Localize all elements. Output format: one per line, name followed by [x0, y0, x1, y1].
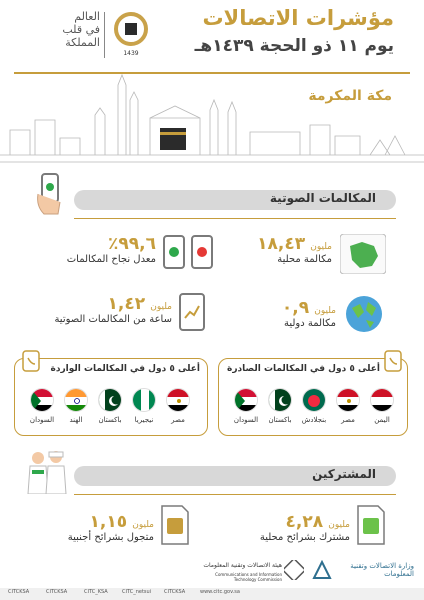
- citc-name-ar: هيئة الاتصالات وتقنية المعلومات: [203, 562, 282, 569]
- logo-words: [36, 10, 100, 49]
- outgoing-box-title: أعلى ٥ دول في المكالمات الصادرة: [227, 364, 380, 374]
- intl-calls-value: ٠,٩: [281, 298, 310, 318]
- voice-calls-divider: [74, 218, 396, 219]
- footer-handle-1[interactable]: CITCKSA: [8, 589, 30, 595]
- logo-divider: [104, 12, 105, 58]
- pilgrims-illustration-icon: [22, 448, 70, 494]
- outgoing-country-5: السودان: [233, 416, 259, 424]
- ministry-name: وزارة الاتصالات وتقنية المعلومات: [350, 562, 414, 578]
- incoming-country-1: مصر: [171, 416, 185, 424]
- incoming-country-5: السودان: [29, 416, 55, 424]
- intl-calls-stat: [220, 298, 336, 329]
- success-rate-value: ٪٩٩,٦: [108, 234, 156, 254]
- flag-bangladesh-icon: [302, 388, 326, 412]
- local-sims-label: مشترك بشرائح محلية: [259, 532, 350, 543]
- success-rate-label: معدل نجاح المكالمات: [66, 254, 156, 265]
- incoming-country-4: الهند: [69, 416, 83, 424]
- logo-word-3: المملكة: [65, 36, 100, 49]
- local-calls-stat: [220, 234, 332, 265]
- voice-calls-section-label: المكالمات الصوتية: [269, 191, 376, 205]
- phone-in-hand-icon: [34, 172, 64, 216]
- foreign-roaming-value: ١,١٥: [89, 512, 128, 532]
- local-sims-value: ٤,٢٨: [285, 512, 324, 532]
- voice-calls-section-header: [74, 190, 396, 210]
- subscribers-divider: [74, 494, 396, 495]
- flag-sudan-icon: [30, 388, 54, 412]
- foreign-roaming-unit: مليون: [132, 520, 154, 530]
- hajj-logo-icon: [114, 12, 148, 46]
- incoming-box-title: أعلى ٥ دول في المكالمات الواردة: [50, 364, 200, 374]
- voice-hours-unit: مليون: [150, 302, 172, 312]
- citc-name-en: Communications and Information Technology Commission: [215, 572, 282, 582]
- call-phones-icon: [162, 232, 214, 272]
- tablet-chart-icon: [178, 292, 206, 332]
- local-sims-unit: مليون: [328, 520, 350, 530]
- success-rate-stat: [40, 234, 156, 265]
- logo-year: 1439: [123, 50, 139, 57]
- logo-word-1: العالم: [74, 10, 100, 23]
- footer-handle-2[interactable]: CITCKSA: [46, 589, 68, 595]
- city-name: مكة المكرمة: [308, 88, 392, 104]
- flag-nigeria-icon: [132, 388, 156, 412]
- flag-sudan-icon: [234, 388, 258, 412]
- page-title: مؤشرات الاتصالات: [202, 6, 394, 30]
- local-calls-label: مكالمة محلية: [277, 254, 332, 265]
- foreign-sim-card-icon: [160, 504, 190, 546]
- flag-india-icon: [64, 388, 88, 412]
- page-subtitle: يوم ١١ ذو الحجة ١٤٣٩هـ: [194, 36, 394, 56]
- flag-pakistan-icon: [268, 388, 292, 412]
- footer-website-link[interactable]: www.citc.gov.sa: [200, 589, 240, 595]
- flag-egypt-icon: [166, 388, 190, 412]
- subscribers-section-label: المشتركين: [312, 467, 376, 481]
- flag-yemen-icon: [370, 388, 394, 412]
- intl-calls-label: مكالمة دولية: [283, 318, 336, 329]
- incoming-country-2: نيجيريا: [134, 416, 154, 424]
- local-calls-value: ١٨,٤٣: [257, 234, 306, 254]
- footer-handle-3[interactable]: CITC_KSA: [84, 589, 108, 595]
- voice-hours-value: ١,٤٢: [107, 294, 146, 314]
- globe-icon: [344, 294, 384, 334]
- intl-calls-unit: مليون: [314, 306, 336, 316]
- incoming-country-3: باكستان: [98, 416, 122, 424]
- outgoing-phone-icon: [384, 350, 402, 372]
- foreign-roaming-stat: [36, 512, 154, 543]
- local-sim-card-icon: [356, 504, 386, 546]
- voice-hours-stat: [30, 294, 172, 325]
- incoming-phone-icon: [22, 350, 40, 372]
- ministry-logo-icon: [312, 560, 332, 580]
- flag-pakistan-icon: [98, 388, 122, 412]
- voice-hours-label: ساعة من المكالمات الصوتية: [54, 314, 172, 325]
- local-sims-stat: [220, 512, 350, 543]
- local-calls-unit: مليون: [310, 242, 332, 252]
- makkah-skyline-illustration: [0, 70, 424, 170]
- flag-egypt-icon: [336, 388, 360, 412]
- footer-handle-4[interactable]: CITC_netsui: [122, 589, 152, 595]
- footer-handle-5[interactable]: CITCKSA: [164, 589, 186, 595]
- outgoing-country-3: بنجلادش: [301, 416, 327, 424]
- outgoing-country-4: باكستان: [268, 416, 292, 424]
- subscribers-section-header: [74, 466, 396, 486]
- foreign-roaming-label: متجول بشرائح أجنبية: [67, 532, 154, 543]
- saudi-map-icon: [340, 234, 386, 274]
- outgoing-country-2: مصر: [341, 416, 355, 424]
- outgoing-country-1: اليمن: [374, 416, 390, 424]
- logo-word-2: في قلب: [62, 23, 100, 36]
- citc-logo-icon: [284, 560, 304, 580]
